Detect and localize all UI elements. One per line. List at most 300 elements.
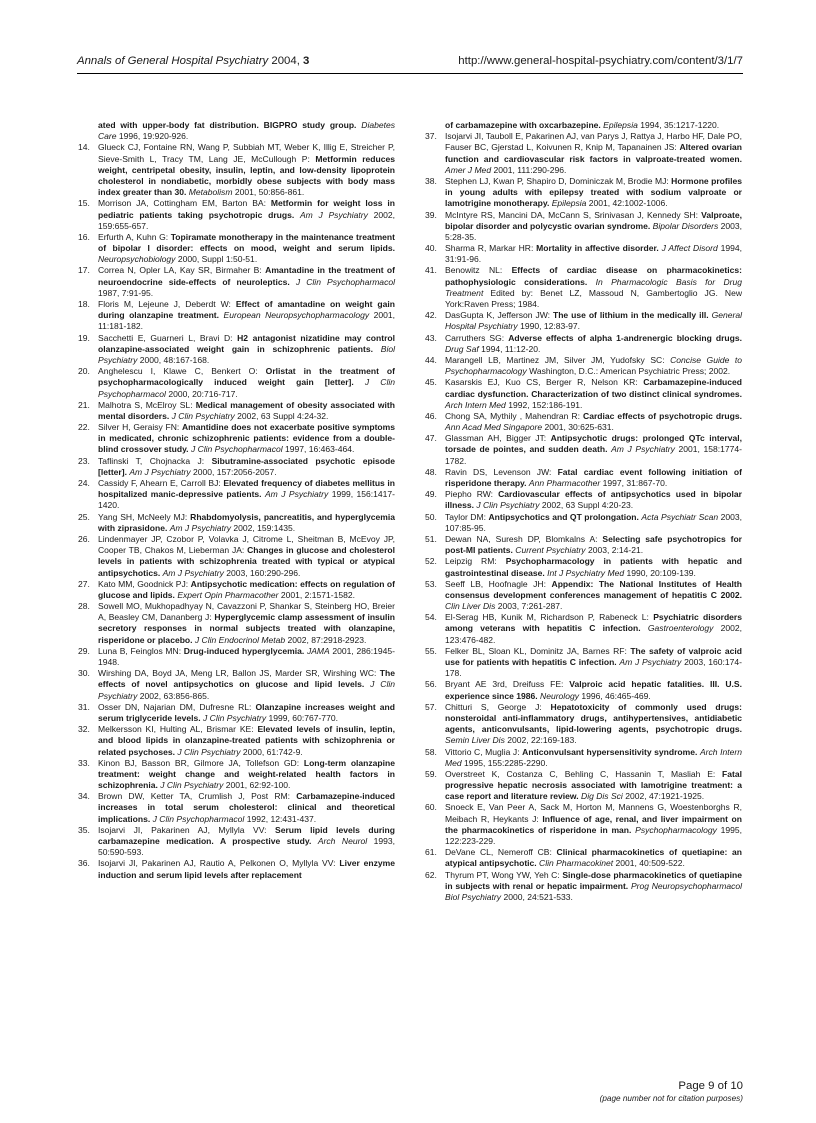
reference-journal: JAMA xyxy=(306,645,330,656)
reference-authors: Stephen LJ, Kwan P, Shapiro D, Dominiczak M, Brodie MJ: xyxy=(445,175,672,186)
reference-number: 46. xyxy=(425,410,437,421)
reference-authors: McIntyre RS, Mancini DA, McCann S, Srinivasan J, Kennedy SH: xyxy=(445,209,702,220)
reference-item xyxy=(78,668,395,702)
reference-volume: 2003, 7: xyxy=(497,601,529,612)
reference-number: 27. xyxy=(78,578,90,589)
reference-title: of carbamazepine with oxcarbazepine. xyxy=(445,120,601,130)
reference-journal: Semin Liver Dis xyxy=(445,735,505,746)
reference-authors: Leipzig RM: xyxy=(445,556,506,567)
reference-authors: DasGupta K, Jefferson JW: xyxy=(445,310,553,321)
reference-pages: 521-533. xyxy=(539,891,573,902)
reference-journal: J Clin Psychiatry xyxy=(203,712,267,723)
reference-journal: Am J Psychiatry xyxy=(162,567,224,578)
reference-number: 44. xyxy=(425,354,437,365)
reference-item xyxy=(425,243,742,265)
reference-journal: J Clin Psychopharmacol xyxy=(152,813,245,824)
reference-item xyxy=(78,579,395,601)
reference-authors: Isojarvi JI, Tauboll E, Pakarinen AJ, van Parys J, Rattya J, Harbo HF, Dale PO, Fauser BC, Gjerstad L, Koivunen R, Knip M, Tapanainen JS: xyxy=(445,131,742,153)
reference-pages: 767-770. xyxy=(304,712,338,723)
reference-title: Appendix: The National Institutes of Health consensus development conferences management of hepatitis C 2002. xyxy=(445,578,742,600)
reference-pages: 186-191. xyxy=(548,399,583,410)
reference-number: 29. xyxy=(78,645,90,656)
reference-item xyxy=(425,333,742,355)
reference-title: Valproate, bipolar disorder and polycystic ovarian syndrome. xyxy=(445,209,742,231)
reference-pages: 1571-1582. xyxy=(311,589,356,600)
reference-journal: Epilepsia xyxy=(551,198,587,209)
reference-title: Serum lipid levels during carbamazepine medication. A prospective study. xyxy=(98,824,395,846)
reference-number: 33. xyxy=(78,757,90,768)
reference-volume: 2001, 158: xyxy=(678,444,721,455)
reference-volume: 1990, 20: xyxy=(626,567,663,578)
reference-number: 17. xyxy=(78,265,90,276)
reference-volume: 1999, 156: xyxy=(331,489,374,500)
reference-volume: 2002, 63: xyxy=(139,690,176,701)
reference-title: Effects of cardiac disease on pharmacokinetics: pathophysiologic considerations. xyxy=(445,265,742,287)
reference-title: Single-dose pharmacokinetics of quetiapine in subjects with renal or hepatic impairment. xyxy=(445,869,742,891)
reference-title: Hormone profiles in young adults with epilepsy treated with sodium valproate or lamotrigine monotherapy. xyxy=(445,175,742,209)
reference-item xyxy=(425,433,742,467)
reference-journal: Am J Psychiatry xyxy=(264,489,329,500)
reference-authors: Kinon BJ, Basson BR, Gilmore JA, Tollefson GD: xyxy=(98,757,304,768)
reference-authors: Luna B, Feinglos MN: xyxy=(98,645,184,656)
reference-volume: 2000, 24: xyxy=(503,891,540,902)
reference-number: 43. xyxy=(425,332,437,343)
reference-number: 54. xyxy=(425,612,437,623)
reference-title: ated with upper-body fat distribution. BIGPRO study group. xyxy=(98,120,357,130)
reference-number: 55. xyxy=(425,645,437,656)
reference-title: Sibutramine-associated psychotic episode [letter]. xyxy=(98,455,395,477)
reference-item xyxy=(78,724,395,758)
reference-number: 22. xyxy=(78,422,90,433)
reference-item xyxy=(425,769,742,803)
reference-item xyxy=(78,702,395,724)
reference-item xyxy=(78,512,395,534)
reference-item xyxy=(78,422,395,456)
reference-journal: Am J Psychiatry xyxy=(611,444,675,455)
reference-title: Valproic acid hepatic fatalities. III. U.S. experience since 1986. xyxy=(445,679,743,701)
reference-authors: El-Serag HB, Kunik M, Richardson P, Rabeneck L: xyxy=(445,612,654,623)
reference-authors: Overstreet K, Costanza C, Behling C, Hassanin T, Masliah E: xyxy=(445,768,723,779)
reference-title: Drug-induced hyperglycemia. xyxy=(183,645,305,656)
reference-item xyxy=(78,456,395,478)
reference-title: Changes in glucose and cholesterol levels in patients with schizophrenia treated with typical or atypical antipsychotics. xyxy=(98,545,395,578)
references-left-column xyxy=(78,120,395,881)
reference-authors: Yang SH, McNeely MJ: xyxy=(98,511,191,522)
reference-authors: Kasarskis EJ, Kuo CS, Berger R, Nelson KR: xyxy=(445,377,644,388)
reference-volume: 2000, 61: xyxy=(242,746,279,757)
reference-title: Rhabdomyolysis, pancreatitis, and hyperglycemia with ziprasidone. xyxy=(98,511,395,533)
reference-pages: 50-51. xyxy=(232,254,258,265)
reference-authors: Chong SA, Mythily , Mahendran R: xyxy=(445,410,584,421)
reference-item xyxy=(78,265,395,299)
reference-title: Fatal cardiac event following initiation of risperidone therapy. xyxy=(445,466,742,488)
reference-item xyxy=(78,478,395,512)
reference-volume: 2001, 40: xyxy=(615,858,652,869)
reference-volume: 2002, 123: xyxy=(445,623,743,645)
reference-volume: 2000, Suppl 1: xyxy=(177,254,233,265)
reference-pages: 856-861. xyxy=(270,187,305,198)
reference-volume: 2002, 87: xyxy=(287,634,324,645)
reference-volume: 2001, 111: xyxy=(493,164,533,175)
reference-volume: 1992, 12: xyxy=(246,813,283,824)
reference-journal: General Hospital Psychiatry xyxy=(445,310,742,332)
reference-authors: Wirshing DA, Boyd JA, Meng LR, Ballon JS, Marder SR, Wirshing WC: xyxy=(98,668,380,679)
reference-authors: Marangell LB, Martinez JM, Silver JM, Yudofsky SC: xyxy=(445,354,671,365)
reference-authors: Sowell MO, Mukhopadhyay N, Cavazzoni P, Shankar S, Steinberg HO, Breier A, Beasley CM, Dananberg J: xyxy=(98,601,395,623)
header-rule xyxy=(77,73,743,74)
reference-item xyxy=(425,120,742,131)
reference-pages: 1417-1420. xyxy=(98,489,396,511)
reference-item xyxy=(425,512,742,534)
reference-journal: J Affect Disord xyxy=(661,243,718,254)
reference-item xyxy=(78,333,395,367)
reference-volume: 1993, 50: xyxy=(98,836,396,858)
reference-number: 32. xyxy=(78,724,90,735)
reference-item xyxy=(425,310,742,332)
reference-number: 30. xyxy=(78,668,90,679)
reference-title: Topiramate monotherapy in the maintenance treatment of bipolar I disorder: effects on mood, weight and serum lipids. xyxy=(98,231,395,254)
reference-number: 47. xyxy=(425,433,437,444)
reference-pages: 83-97. xyxy=(555,321,580,332)
reference-title: Hepatotoxicity of commonly used drugs: nonsteroidal anti-inflammatory drugs, antihypertensives, antidiabetic agents, anticonvulsants, lipid-lowering agents, psychotropic drugs. xyxy=(445,701,742,735)
reference-volume: 2002, 22: xyxy=(507,735,543,746)
page-header xyxy=(77,55,743,71)
reference-title: Elevated frequency of diabetes mellitus in hospitalized manic-depressive patients. xyxy=(98,478,395,500)
reference-authors: Brown DW, Ketter TA, Crumlish J, Post RM: xyxy=(98,791,297,802)
reference-authors: Chitturi S, George J: xyxy=(445,701,551,712)
reference-pages: 590-593. xyxy=(109,847,144,858)
reference-pages: 742-9. xyxy=(278,746,303,757)
reference-item xyxy=(425,556,742,578)
reference-journal: Arch Intern Med xyxy=(445,399,506,410)
reference-volume: 2001, 62: xyxy=(225,780,262,791)
citation-note: (page number not for citation purposes) xyxy=(599,1094,743,1103)
reference-volume: 2000, 157: xyxy=(192,466,234,477)
reference-journal: Ann Acad Med Singapore xyxy=(445,422,543,433)
reference-title: Metformin for weight loss in pediatric patients taking psychotropic drugs. xyxy=(98,198,395,220)
reference-number: 14. xyxy=(78,142,90,153)
reference-item xyxy=(425,747,742,769)
reference-journal: Biol Psychiatry xyxy=(98,343,396,365)
reference-authors: Ravin DS, Levenson JW: xyxy=(445,466,558,477)
reference-journal: J Clin Psychiatry xyxy=(171,410,235,421)
reference-title: Influence of age, renal, and liver impairment on the pharmacokinetics of risperidone in man. xyxy=(445,813,742,835)
reference-title: Amantadine in the treatment of neuroendocrine side-effects of neuroleptics. xyxy=(98,265,395,287)
reference-item xyxy=(425,534,742,556)
reference-pages: 716-717. xyxy=(203,388,238,399)
reference-pages: 290-296. xyxy=(266,567,301,578)
reference-journal: Ann Pharmacother xyxy=(528,478,601,488)
reference-authors: Sharma R, Markar HR: xyxy=(445,243,537,254)
reference-authors: Taflinski T, Chojnacka J: xyxy=(98,455,212,466)
reference-pages: 20-23. xyxy=(608,500,634,511)
reference-title: Carbamazepine-induced cardiac dysfunction. Characterization of two distinct clinical syndromes. xyxy=(445,377,742,399)
reference-authors: Isojarvi JI, Pakarinen AJ, Rautio A, Pelkonen O, Myllyla VV: xyxy=(98,858,340,869)
reference-authors: Benowitz NL: xyxy=(445,265,512,276)
reference-number: 34. xyxy=(78,791,90,802)
reference-item xyxy=(425,355,742,377)
reference-authors: Anghelescu I, Klawe C, Benkert O: xyxy=(98,366,266,377)
reference-pages: 24-32. xyxy=(304,410,329,421)
reference-pages: 1217-1220. xyxy=(675,120,720,130)
reference-authors: Lindenmayer JP, Czobor P, Volavka J, Citrome L, Sheitman B, McEvoy JP, Cooper TB, Chakos M, Lieberman JA: xyxy=(98,533,395,556)
reference-title: Orlistat in the treatment of psychopharmacologically induced weight gain [letter]. xyxy=(98,366,395,388)
reference-journal: Metabolism xyxy=(188,187,233,198)
reference-item xyxy=(425,847,742,869)
reference-pages: 92-100. xyxy=(261,780,291,791)
reference-item xyxy=(78,758,395,792)
reference-title: Carbamazepine-induced increases in total serum cholesterol: clinical and theoretical implications. xyxy=(98,791,395,824)
reference-pages: 1921-1925. xyxy=(660,791,705,802)
reference-item xyxy=(78,120,395,142)
reference-journal: Expert Opin Pharmacother xyxy=(177,589,279,600)
reference-title: Cardiovascular effects of antipsychotics used in bipolar illness. xyxy=(445,489,742,511)
reference-number: 37. xyxy=(425,131,437,142)
reference-journal: In Pharmacologic Basis for Drug Treatment xyxy=(445,276,743,298)
reference-number: 59. xyxy=(425,768,437,779)
reference-journal: Neurology xyxy=(540,690,579,701)
reference-volume: 2000, 20: xyxy=(168,388,204,399)
reference-journal: Int J Psychiatry Med xyxy=(547,567,625,578)
reference-pages: 85-95. xyxy=(461,522,486,533)
reference-journal: Am J Psychiatry xyxy=(169,522,231,533)
reference-item xyxy=(425,265,742,310)
reference-item xyxy=(78,366,395,400)
reference-item xyxy=(78,825,395,859)
reference-number: 24. xyxy=(78,478,90,488)
reference-authors: Piepho RW: xyxy=(445,489,499,500)
reference-title: Cardiac effects of psychotropic drugs. xyxy=(583,410,742,421)
reference-pages: 28-35. xyxy=(452,231,477,242)
reference-volume: 1997, 31: xyxy=(602,478,639,488)
reference-number: 19. xyxy=(78,332,90,343)
reference-pages: 1774-1782. xyxy=(445,444,743,466)
reference-volume: 2002, 63 Suppl 4: xyxy=(541,500,609,511)
reference-title: Antipsychotic medication: effects on regulation of glucose and lipids. xyxy=(98,578,395,600)
reference-title: Metformin reduces weight, centripetal obesity, insulin, leptin, and low-density lipoprotein cholesterol in nondiabetic, morbidly obese subjects with body mass index greater than 30. xyxy=(98,153,395,198)
reference-pages: 2056-2057. xyxy=(233,466,277,477)
reference-number: 58. xyxy=(425,746,437,757)
reference-item xyxy=(425,579,742,613)
reference-item xyxy=(425,646,742,680)
references-right-column xyxy=(425,120,742,903)
reference-authors: Erfurth A, Kuhn G: xyxy=(98,231,171,242)
reference-number: 62. xyxy=(425,869,437,880)
reference-number: 50. xyxy=(425,511,437,522)
reference-journal: Am J Psychiatry xyxy=(299,209,368,220)
reference-item xyxy=(425,612,742,646)
reference-pages: 181-182. xyxy=(109,321,143,332)
page-number: Page 9 of 10 xyxy=(678,1080,743,1092)
reference-item xyxy=(425,176,742,210)
reference-volume: 2002, 159: xyxy=(98,209,395,231)
reference-authors: Taylor DM: xyxy=(445,511,489,522)
reference-pages: 169-183. xyxy=(542,735,577,746)
reference-authors: Melkersson KI, Hulting AL, Brismar KE: xyxy=(98,724,258,735)
reference-pages: 431-437. xyxy=(282,813,317,824)
journal-title: Annals of General Hospital Psychiatry 2004, 3 xyxy=(77,55,310,67)
reference-pages: 174-178. xyxy=(445,657,743,679)
reference-authors: Sacchetti E, Guarneri L, Bravi D: xyxy=(98,332,238,343)
reference-title: Effect of amantadine on weight gain during olanzapine treatment. xyxy=(98,299,395,321)
reference-item xyxy=(425,210,742,244)
page-footer xyxy=(600,1080,743,1103)
reference-authors: Malhotra S, McElroy SL: xyxy=(98,399,196,410)
reference-volume: 2001, 286: xyxy=(332,645,374,656)
reference-title: Adverse effects of alpha 1-andrenergic blocking drugs. xyxy=(508,332,742,343)
reference-pages: 12-20. xyxy=(516,343,541,354)
reference-journal: European Neuropsychopharmacology xyxy=(223,310,370,321)
reference-item xyxy=(78,198,395,232)
reference-title: Hyperglycemic clamp assessment of insulin secretory responses in normal subjects treated with olanzapine, risperidone or placebo. xyxy=(98,612,395,645)
reference-title: The safety of valproic acid use for patients with hepatitis C infection. xyxy=(445,645,742,667)
reference-authors: Carruthers SG: xyxy=(445,332,509,343)
reference-volume: 2003, 107: xyxy=(445,511,743,533)
reference-journal: Prog Neuropsychopharmacol Biol Psychiatry xyxy=(445,880,743,902)
reference-item xyxy=(78,601,395,646)
reference-journal: Am J Psychiatry xyxy=(129,466,191,477)
reference-journal: Neuropsychobiology xyxy=(98,254,176,265)
reference-volume: 2001, 30: xyxy=(544,422,581,433)
reference-authors: Isojarvi JI, Pakarinen AJ, Myllyla VV: xyxy=(98,824,275,835)
reference-journal: J Clin Psychopharmacol xyxy=(98,377,395,399)
reference-title: Long-term olanzapine treatment: weight change and weight-related health factors in schizophrenia. xyxy=(98,757,395,791)
reference-journal: Concise Guide to Psychopharmacology xyxy=(445,354,743,377)
reference-pages: 91-95. xyxy=(128,287,154,298)
reference-journal: Drug Saf xyxy=(445,343,479,354)
reference-authors: Thyrum PT, Wong YW, Yeh C: xyxy=(445,869,563,880)
reference-pages: 167-168. xyxy=(175,354,210,365)
reference-authors: Felker BL, Sloan KL, Dominitz JA, Barnes RF: xyxy=(445,645,631,656)
reference-pages: 920-926. xyxy=(154,131,189,142)
reference-volume: 2000, 48: xyxy=(139,354,176,365)
reference-volume: 2001, 11: xyxy=(98,310,395,332)
reference-journal: J Clin Psychiatry xyxy=(160,780,224,791)
reference-number: 16. xyxy=(78,231,90,242)
reference-volume: 2002, 63 Suppl 4: xyxy=(237,410,305,421)
reference-volume: 2003, 2: xyxy=(587,545,619,556)
article-url[interactable]: http://www.general-hospital-psychiatry.com/content/3/1/7 xyxy=(458,55,743,67)
reference-journal: Arch Intern Med xyxy=(445,746,742,768)
reference-journal: Dig Dis Sci xyxy=(581,791,623,802)
reference-pages: 463-464. xyxy=(320,444,355,455)
reference-volume: 1995, 122: xyxy=(445,824,742,846)
reference-item xyxy=(425,802,742,847)
reference-item xyxy=(78,534,395,579)
reference-number: 39. xyxy=(425,209,437,220)
reference-item xyxy=(425,489,742,511)
reference-title: Medical management of obesity associated with mental disorders. xyxy=(98,399,395,421)
reference-journal: Am J Psychiatry xyxy=(619,657,682,667)
reference-title: Antipsychotics and QT prolongation. xyxy=(488,511,639,522)
reference-title: Clinical pharmacokinetics of quetiapine: an atypical antipsychotic. xyxy=(445,847,742,869)
reference-journal: Acta Psychiatr Scan xyxy=(641,511,719,522)
reference-pages: 109-139. xyxy=(662,567,696,578)
reference-pages: Washington, D.C.: American Psychiatric Press; 2002. xyxy=(529,366,731,377)
reference-pages: 2918-2923. xyxy=(323,634,367,645)
reference-volume: 2003, 160: xyxy=(684,657,725,667)
reference-volume: 1999, 60: xyxy=(268,712,305,723)
reference-authors: Cassidy F, Ahearn E, Carroll BJ: xyxy=(98,478,224,488)
reference-item xyxy=(78,232,395,266)
reference-title: Psychiatric disorders among veterans with hepatitis C infection. xyxy=(445,612,742,634)
reference-item xyxy=(78,299,395,333)
reference-item xyxy=(425,679,742,701)
reference-journal: Psychopharmacology xyxy=(635,824,717,835)
reference-pages: 476-482. xyxy=(461,634,496,645)
reference-journal: J Clin Psychiatry xyxy=(177,746,241,757)
reference-authors: Silver H, Geraisy FN: xyxy=(98,422,182,433)
reference-volume: 1992, 152: xyxy=(508,399,549,410)
reference-journal: J Clin Endocrinol Metab xyxy=(194,634,286,645)
reference-journal: Clin Pharmacokinet xyxy=(539,858,614,869)
reference-authors: Morrison JA, Cottingham EM, Barton BA: xyxy=(98,198,271,209)
reference-pages: 261-287. xyxy=(528,601,563,612)
reference-journal: J Clin Psychiatry xyxy=(476,500,540,511)
reference-title: The use of lithium in the medically ill. xyxy=(552,310,709,321)
reference-title: Fatal progressive hepatic necrosis associated with lamotrigine treatment: a case report and literature review. xyxy=(445,768,742,802)
reference-volume: 1994, 31: xyxy=(445,243,743,265)
reference-journal: J Clin Psychiatry xyxy=(98,679,396,701)
reference-title: Antipsychotic drugs: prolonged QTc interval, torsade de pointes, and sudden death. xyxy=(445,433,743,455)
reference-authors: Vittorio C, Muglia J: xyxy=(445,746,523,757)
reference-title: Psychopharmacology in patients with hepatic and gastrointestinal disease. xyxy=(445,556,742,578)
reference-item xyxy=(425,467,742,489)
reference-title: H2 antagonist nizatidine may control olanzapine-associated weight gain in schizophrenic patients. xyxy=(98,332,395,354)
reference-number: 38. xyxy=(425,175,437,186)
reference-journal: J Clin Psychopharmacol xyxy=(295,276,395,287)
reference-pages: 2285-2290. xyxy=(504,757,548,768)
reference-number: 35. xyxy=(78,824,90,835)
reference-pages: Edited by: Benet LZ, Massoud N, Gambertoglio JG. New York:Raven Press; 1984. xyxy=(445,287,742,309)
reference-volume: 2001, 42: xyxy=(588,198,625,209)
reference-authors: Osser DN, Najarian DM, Dufresne RL: xyxy=(98,701,256,712)
reference-volume: 1990, 12: xyxy=(520,321,556,332)
reference-item xyxy=(78,142,395,198)
reference-authors: Glueck CJ, Fontaine RN, Wang P, Subbiah MT, Weber K, Illig E, Streicher P, Sieve-Smith L, Tracy TM, Lang JE, McCullough P: xyxy=(98,142,395,164)
reference-pages: 1945-1948. xyxy=(98,645,395,667)
reference-number: 45. xyxy=(425,377,437,388)
reference-item xyxy=(78,791,395,825)
reference-number: 31. xyxy=(78,701,90,712)
reference-journal: Clin Liver Dis xyxy=(445,601,496,612)
reference-volume: 2001, 50: xyxy=(234,187,271,198)
reference-item xyxy=(78,646,395,668)
reference-number: 42. xyxy=(425,310,437,321)
reference-volume: 1994, 35: xyxy=(640,120,676,130)
reference-journal: Bipolar Disorders xyxy=(652,220,719,231)
reference-pages: 655-657. xyxy=(114,220,149,231)
reference-pages: 1002-1006. xyxy=(624,198,668,209)
reference-journal: J Clin Psychopharmacol xyxy=(190,444,283,455)
reference-item xyxy=(425,377,742,411)
reference-title: Elevated levels of insulin, leptin, and blood lipids in olanzapine-treated patients with schizophrenia or related psychoses. xyxy=(98,724,395,757)
reference-journal: Gastroenterology xyxy=(647,623,714,634)
reference-number: 52. xyxy=(425,556,437,567)
reference-title: Selecting safe psychotropics for post-MI patients. xyxy=(445,533,742,556)
reference-volume: 1996, 46: xyxy=(581,690,618,701)
reference-title: Altered ovarian function and cardiovascular risk factors in valproate-treated women. xyxy=(445,142,742,164)
reference-volume: 2003, 160: xyxy=(226,567,267,578)
reference-pages: 867-70. xyxy=(638,478,668,488)
reference-number: 26. xyxy=(78,533,90,544)
reference-item xyxy=(425,702,742,747)
reference-journal: Diabetes Care xyxy=(98,120,395,142)
reference-item xyxy=(425,870,742,904)
reference-number: 28. xyxy=(78,601,90,612)
reference-volume: 2002, 47: xyxy=(625,791,661,802)
reference-number: 48. xyxy=(425,466,437,477)
